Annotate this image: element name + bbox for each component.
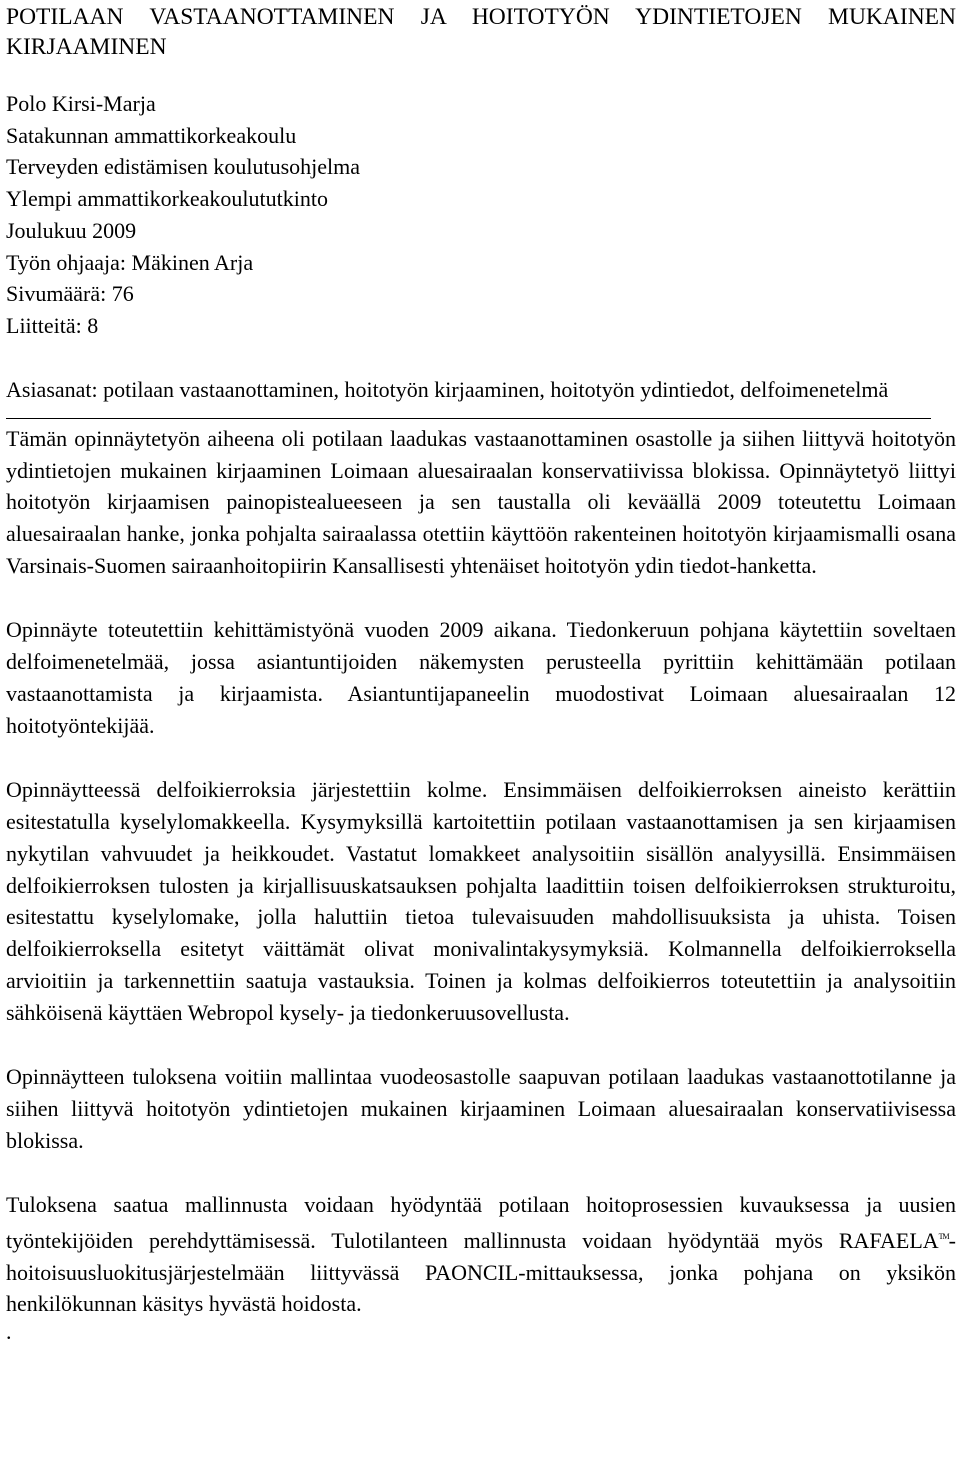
document-title: POTILAAN VASTAANOTTAMINEN JA HOITOTYÖN YDINTIETOJEN MUKAINEN KIRJAAMINEN: [6, 4, 956, 60]
degree-programme: Terveyden edistämisen koulutusohjelma: [6, 154, 361, 180]
paragraph-5-text-start: Tuloksena saatua mallinnusta voidaan hyödyntää potilaan hoitoprosessien kuvauksessa ja uusien työntekijöiden perehdyttämisessä. Tulotilanteen mallinnusta voidaan hyödyntää myös RAFAELA: [6, 1191, 956, 1253]
page-count: Sivumäärä: 76: [6, 281, 134, 307]
section-divider: [6, 418, 931, 419]
keywords: Asiasanat: potilaan vastaanottaminen, hoitotyön kirjaaminen, hoitotyön ydintiedot, delfoimenetelmä: [6, 376, 889, 402]
appendix-count: Liitteitä: 8: [6, 312, 99, 338]
abstract-paragraph-3: Opinnäytteessä delfoikierroksia järjestettiin kolme. Ensimmäisen delfoikierroksen aineisto kerättiin esitestatulla kyselylomakkeella. Kysymyksillä kartoitettiin potilaan vastaanottamisen ja sen kirjaamisen nykytilan vahvuudet ja heikkoudet. Vastatut lomakkeet analysoitiin sisällön analyysillä. Ensimmäisen delfoikierroksen tulosten ja kirjallisuuskatsauksen pohjalta laadittiin toisen delfoikierroksen strukturoitu, esitestattu kyselylomake, jolla haluttiin tietoa tulevaisuuden mahdollisuuksista ja uhista. Toisen delfoikierroksella esitetyt väittämät olivat monivalintakysymyksiä. Kolmannella delfoikierroksella arvioitiin ja tarkennettiin saatuja vastauksia. Toinen ja kolmas delfoikierros toteutettiin ja analysoitiin sähköisenä käyttäen Webropol kysely- ja tiedonkeruusovellusta.: [6, 776, 956, 1026]
document-metadata: [6, 88, 956, 342]
degree-name: Ylempi ammattikorkeakoulututkinto: [6, 186, 328, 212]
trailing-dot: .: [6, 1319, 12, 1345]
supervisor: Työn ohjaaja: Mäkinen Arja: [6, 249, 254, 275]
publication-date: Joulukuu 2009: [6, 217, 137, 243]
document-page: [6, 2, 956, 1345]
abstract-paragraph-2: Opinnäyte toteutettiin kehittämistyönä vuoden 2009 aikana. Tiedonkeruun pohjana käytettiin soveltaen delfoimenetelmää, jossa asiantuntijoiden näkemysten perusteella pyrittiin kehittämään potilaan vastaanottamista ja kirjaamista. Asiantuntijapaneelin muodostivat Loimaan aluesairaalan 12 hoitotyöntekijää.: [6, 617, 956, 738]
abstract-paragraph-5: [6, 1189, 956, 1321]
paragraph-5-text-end: -hoitoisuusluokitusjärjestelmään liittyvässä PAONCIL-mittauksessa, jonka pohjana on yksikön henkilökunnan käsitys hyvästä hoidosta.: [6, 1227, 956, 1317]
institution-name: Satakunnan ammattikorkeakoulu: [6, 122, 297, 148]
abstract-paragraph-1: Tämän opinnäytetyön aiheena oli potilaan laadukas vastaanottaminen osastolle ja siihen liittyvä hoitotyön ydintietojen mukainen kirjaaminen Loimaan aluesairaalan konservatiivissa blokissa. Opinnäytetyö liittyi hoitotyön kirjaamisen painopistealueeseen ja sen taustalla oli keväällä 2009 toteutettu Loimaan aluesairaalan hanke, jonka pohjalta sairaalassa otettiin käyttöön rakenteinen hoitotyön kirjaamismalli osana Varsinais-Suomen sairaanhoitopiirin Kansallisesti yhtenäiset hoitotyön ydin tiedot-hanketta.: [6, 425, 956, 579]
author-name: Polo Kirsi-Marja: [6, 91, 156, 116]
trademark-symbol: TM: [938, 1231, 949, 1241]
abstract-paragraph-4: Opinnäytteen tuloksena voitiin mallintaa vuodeosastolle saapuvan potilaan laadukas vastaanottotilanne ja siihen liittyvä hoitotyön ydintietojen mukainen kirjaaminen Loimaan aluesairaalan konservatiivisessa blokissa.: [6, 1064, 956, 1153]
